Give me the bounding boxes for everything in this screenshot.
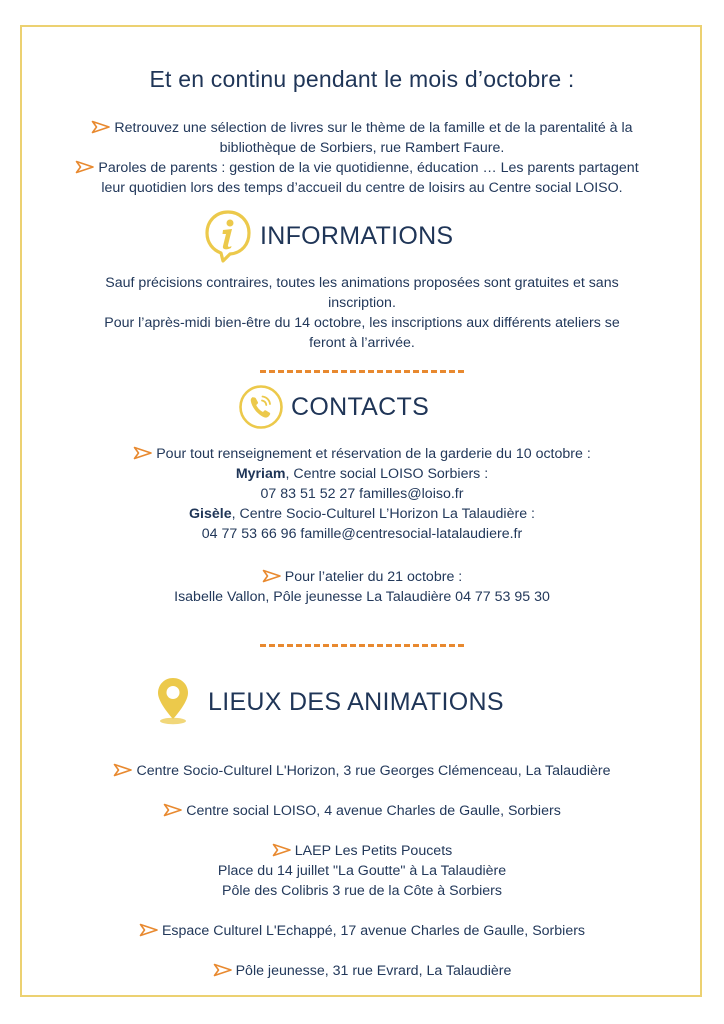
arrow-bullet-icon [113, 763, 133, 777]
place-2 [0, 801, 724, 821]
place-3 [0, 841, 724, 901]
informations-line: Sauf précisions contraires, toutes les animations proposées sont gratuites et sans [105, 275, 619, 291]
place-5 [0, 961, 724, 981]
atelier-contact [0, 567, 724, 607]
informations-heading: INFORMATIONS [260, 222, 454, 250]
place-1 [0, 761, 724, 781]
contacts-heading: CONTACTS [291, 393, 430, 421]
place-5-text: Pôle jeunesse, 31 rue Evrard, La Talaudière [235, 963, 512, 979]
contact-1: Myriam, Centre social LOISO Sorbiers : [235, 466, 489, 482]
place-3-address-2: Pôle des Colibris 3 rue de la Côte à Sorbiers [222, 883, 502, 899]
contact-2: Gisèle, Centre Socio-Culturel L’Horizon La Talaudière : [189, 506, 535, 522]
informations-line: feront à l’arrivée. [309, 335, 415, 351]
location-pin-icon [155, 676, 191, 726]
arrow-bullet-icon [163, 803, 183, 817]
informations-line: inscription. [328, 295, 396, 311]
arrow-bullet-icon [262, 569, 282, 583]
intro-item-1-cont: bibliothèque de Sorbiers, rue Rambert Faure. [219, 140, 505, 156]
place-2-text: Centre social LOISO, 4 avenue Charles de Gaulle, Sorbiers [186, 803, 561, 819]
page-title: Et en continu pendant le mois d’octobre : [149, 66, 575, 92]
lieux-heading: LIEUX DES ANIMATIONS [208, 688, 504, 716]
intro-section [0, 118, 724, 198]
arrow-bullet-icon [133, 446, 153, 460]
atelier-intro: Pour l’atelier du 21 octobre : [0, 567, 724, 587]
contact-2-name: Gisèle [189, 506, 232, 522]
intro-item-1: Retrouvez une sélection de livres sur le thème de la famille et de la parentalité à la [0, 118, 724, 138]
place-3-text: LAEP Les Petits Poucets [294, 843, 453, 859]
place-4 [0, 921, 724, 941]
contacts-intro: Pour tout renseignement et réservation de la garderie du 10 octobre : [0, 444, 724, 464]
contact-2-details: 04 77 53 66 96 famille@centresocial-latalaudiere.fr [201, 526, 523, 542]
arrow-bullet-icon [75, 160, 95, 174]
contact-1-name: Myriam [235, 466, 286, 482]
contacts-text [0, 444, 724, 544]
section-divider [260, 370, 464, 373]
atelier-details: Isabelle Vallon, Pôle jeunesse La Talaudière 04 77 53 95 30 [174, 589, 550, 605]
informations-line: Pour l’après-midi bien-être du 14 octobre, les inscriptions aux différents ateliers se [104, 315, 620, 331]
section-divider [260, 644, 464, 647]
contact-1-details: 07 83 51 52 27 familles@loiso.fr [260, 486, 464, 502]
intro-item-2: Paroles de parents : gestion de la vie quotidienne, éducation … Les parents partagent [0, 158, 724, 178]
arrow-bullet-icon [139, 923, 159, 937]
place-4-text: Espace Culturel L'Echappé, 17 avenue Charles de Gaulle, Sorbiers [161, 923, 586, 939]
arrow-bullet-icon [91, 120, 111, 134]
arrow-bullet-icon [213, 963, 233, 977]
phone-icon [238, 384, 284, 430]
info-icon [203, 209, 253, 263]
place-1-text: Centre Socio-Culturel L'Horizon, 3 rue Georges Clémenceau, La Talaudière [136, 763, 611, 779]
place-3-address: Place du 14 juillet "La Goutte" à La Talaudière [217, 863, 507, 879]
intro-item-2-cont: leur quotidien lors des temps d’accueil du centre de loisirs au Centre social LOISO. [101, 180, 623, 196]
informations-text [0, 273, 724, 353]
arrow-bullet-icon [272, 843, 292, 857]
